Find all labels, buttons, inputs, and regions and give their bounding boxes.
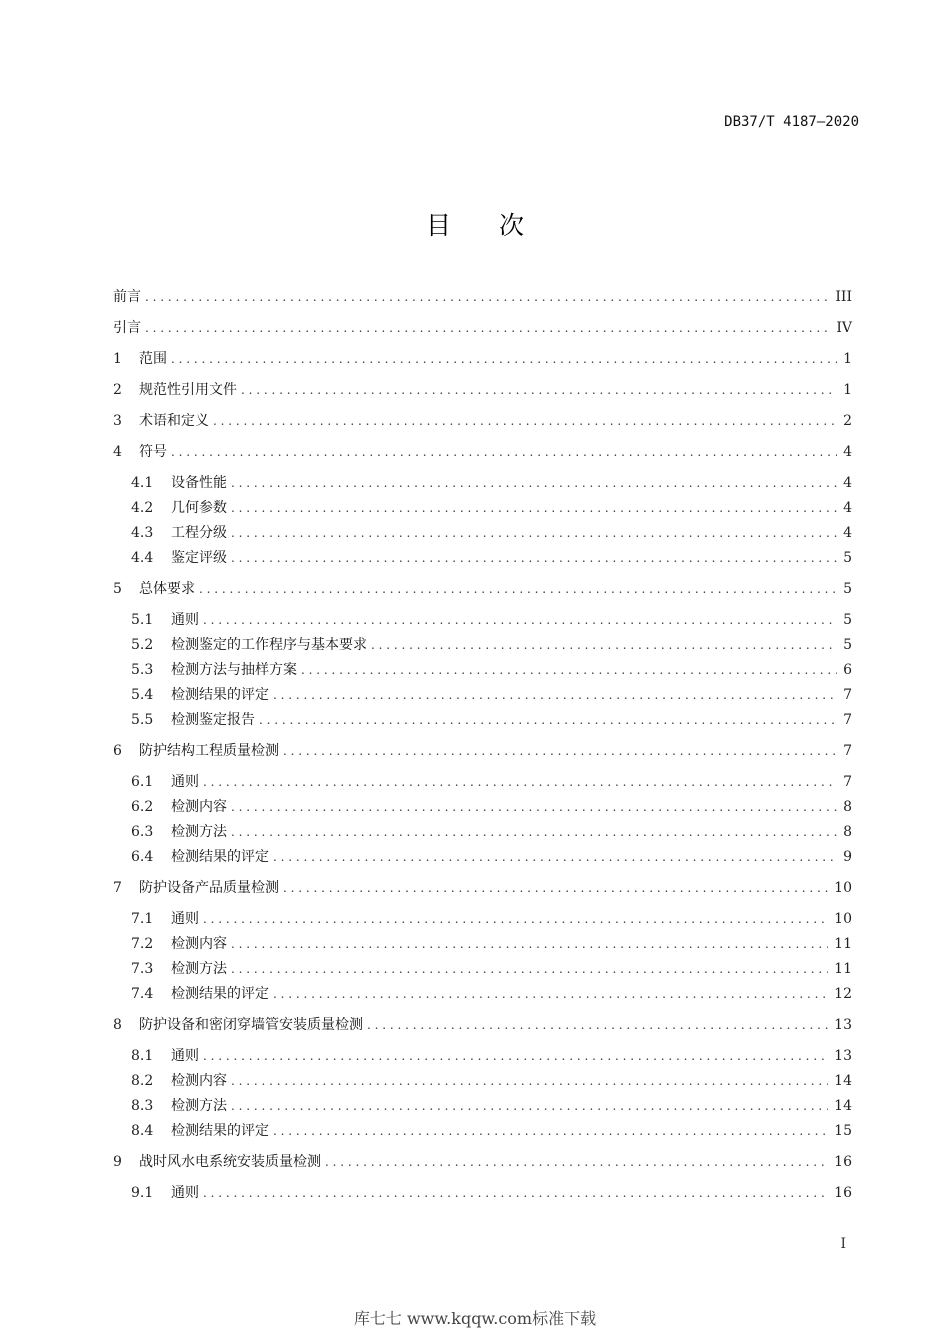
toc-section-number: 7.3: [131, 961, 154, 977]
toc-page-number: IV: [836, 320, 852, 336]
toc-leader-dots: [273, 846, 837, 868]
toc-entry-title: 通则: [171, 612, 199, 628]
toc-page-number: 1: [843, 351, 852, 367]
toc-entry[interactable]: [113, 379, 852, 401]
toc-entry[interactable]: [113, 578, 852, 600]
toc-entry[interactable]: [113, 441, 852, 463]
toc-entry[interactable]: [113, 1014, 852, 1036]
toc-subentry[interactable]: [131, 1182, 852, 1204]
toc-entry-title: 检测结果的评定: [171, 986, 269, 1002]
toc-entry-title: 检测方法: [171, 824, 227, 840]
toc-section-number: 4: [113, 444, 122, 460]
toc-page-number: 7: [843, 743, 852, 759]
document-code: DB37/T 4187—2020: [724, 114, 859, 130]
toc-section-number: 5.2: [131, 637, 154, 653]
footer-watermark: 库七七 www.kqqw.com标准下载: [353, 1309, 597, 1328]
toc-entry-title: 检测方法与抽样方案: [171, 662, 297, 678]
toc-subentry[interactable]: [131, 1095, 852, 1117]
toc-subentry[interactable]: [131, 684, 852, 706]
toc-entry[interactable]: [113, 740, 852, 762]
toc-entry-title: 鉴定评级: [171, 550, 227, 566]
title-char-2: 次: [499, 211, 525, 240]
toc-page-number: 4: [843, 525, 852, 541]
toc-entry-title: 检测方法: [171, 961, 227, 977]
toc-leader-dots: [231, 933, 828, 955]
toc-leader-dots: [145, 317, 830, 339]
toc-entry-title: 检测方法: [171, 1098, 227, 1114]
toc-entry-title: 引言: [113, 320, 141, 336]
page-title: [0, 206, 950, 242]
toc-page-number: 9: [843, 849, 852, 865]
toc-leader-dots: [273, 983, 828, 1005]
toc-entry[interactable]: [113, 286, 852, 308]
toc-entry[interactable]: [113, 317, 852, 339]
toc-entry[interactable]: [113, 1151, 852, 1173]
toc-section-number: 5.3: [131, 662, 154, 678]
toc-subentry[interactable]: [131, 771, 852, 793]
toc-page-number: 4: [843, 475, 852, 491]
toc-page-number: 7: [843, 712, 852, 728]
toc-entry-title: 设备性能: [171, 475, 227, 491]
toc-leader-dots: [199, 578, 837, 600]
toc-entry-title: 通则: [171, 1185, 199, 1201]
toc-entry[interactable]: [113, 348, 852, 370]
toc-entry-title: 前言: [113, 289, 141, 305]
toc-leader-dots: [213, 410, 837, 432]
toc-leader-dots: [203, 771, 837, 793]
toc-entry-title: 检测结果的评定: [171, 687, 269, 703]
toc-section-number: 5.1: [131, 612, 154, 628]
toc-page-number: 14: [834, 1098, 852, 1114]
toc-page-number: 10: [834, 911, 852, 927]
toc-leader-dots: [231, 1070, 828, 1092]
toc-entry-title: 符号: [139, 444, 167, 460]
toc-leader-dots: [241, 379, 837, 401]
toc-subentry[interactable]: [131, 1120, 852, 1142]
toc-section-number: 9.1: [131, 1185, 154, 1201]
toc-section-number: 4.3: [131, 525, 154, 541]
toc-entry-title: 检测结果的评定: [171, 1123, 269, 1139]
toc-entry-title: 检测结果的评定: [171, 849, 269, 865]
toc-entry-title: 术语和定义: [139, 413, 209, 429]
toc-section-number: 9: [113, 1154, 122, 1170]
toc-entry-title: 规范性引用文件: [139, 382, 237, 398]
toc-section-number: 3: [113, 413, 122, 429]
toc-section-number: 4.4: [131, 550, 154, 566]
toc-page-number: 10: [834, 880, 852, 896]
toc-leader-dots: [283, 740, 837, 762]
toc-section-number: 6.1: [131, 774, 154, 790]
toc-leader-dots: [325, 1151, 828, 1173]
toc-section-number: 4.1: [131, 475, 154, 491]
toc-page-number: 7: [843, 774, 852, 790]
toc-page-number: 8: [843, 824, 852, 840]
toc-page-number: 11: [834, 961, 852, 977]
toc-subentry[interactable]: [131, 846, 852, 868]
toc-entry-title: 防护设备和密闭穿墙管安装质量检测: [139, 1017, 363, 1033]
toc-leader-dots: [231, 821, 837, 843]
toc-subentry[interactable]: [131, 933, 852, 955]
toc-leader-dots: [145, 286, 829, 308]
toc-leader-dots: [231, 497, 837, 519]
toc-section-number: 5.5: [131, 712, 154, 728]
toc-page-number: 16: [834, 1185, 852, 1201]
toc-leader-dots: [231, 1095, 828, 1117]
toc-entry-title: 防护结构工程质量检测: [139, 743, 279, 759]
toc-section-number: 6.3: [131, 824, 154, 840]
toc-entry-title: 几何参数: [171, 500, 227, 516]
toc-leader-dots: [231, 522, 837, 544]
toc-page-number: 12: [834, 986, 852, 1002]
toc-section-number: 8.3: [131, 1098, 154, 1114]
toc-subentry[interactable]: [131, 908, 852, 930]
toc-subentry[interactable]: [131, 796, 852, 818]
toc-page-number: 8: [843, 799, 852, 815]
toc-subentry[interactable]: [131, 497, 852, 519]
toc-section-number: 5: [113, 581, 122, 597]
toc-section-number: 2: [113, 382, 122, 398]
toc-section-number: 6: [113, 743, 122, 759]
toc-page-number: III: [835, 289, 852, 305]
toc-page-number: 11: [834, 936, 852, 952]
toc-section-number: 8: [113, 1017, 122, 1033]
toc-subentry[interactable]: [131, 547, 852, 569]
toc-page-number: 5: [843, 581, 852, 597]
toc-leader-dots: [367, 1014, 828, 1036]
toc-leader-dots: [259, 709, 837, 731]
toc-leader-dots: [273, 684, 837, 706]
toc-leader-dots: [203, 908, 828, 930]
toc-section-number: 7: [113, 880, 122, 896]
toc-entry[interactable]: [113, 410, 852, 432]
toc-entry[interactable]: [113, 877, 852, 899]
toc-page-number: 13: [834, 1048, 852, 1064]
toc-entry-title: 工程分级: [171, 525, 227, 541]
toc-section-number: 7.2: [131, 936, 154, 952]
toc-section-number: 8.2: [131, 1073, 154, 1089]
toc-section-number: 6.2: [131, 799, 154, 815]
toc-entry-title: 检测内容: [171, 936, 227, 952]
toc-leader-dots: [283, 877, 828, 899]
toc-subentry[interactable]: [131, 983, 852, 1005]
toc-section-number: 4.2: [131, 500, 154, 516]
toc-section-number: 6.4: [131, 849, 154, 865]
toc-section-number: 8.4: [131, 1123, 154, 1139]
toc-subentry[interactable]: [131, 1045, 852, 1067]
toc-page-number: 14: [834, 1073, 852, 1089]
toc-leader-dots: [273, 1120, 828, 1142]
toc-subentry[interactable]: [131, 609, 852, 631]
toc-page-number: 5: [843, 637, 852, 653]
toc-page-number: 1: [843, 382, 852, 398]
toc-page-number: 2: [843, 413, 852, 429]
toc-entry-title: 检测内容: [171, 1073, 227, 1089]
toc-leader-dots: [231, 796, 837, 818]
page-number: I: [840, 1236, 846, 1252]
toc-entry-title: 检测内容: [171, 799, 227, 815]
toc-leader-dots: [301, 659, 837, 681]
toc-entry-title: 范围: [139, 351, 167, 367]
toc-leader-dots: [231, 547, 837, 569]
toc-leader-dots: [203, 1045, 828, 1067]
toc-subentry[interactable]: [131, 472, 852, 494]
toc-subentry[interactable]: [131, 821, 852, 843]
toc-page-number: 6: [843, 662, 852, 678]
toc-entry-title: 通则: [171, 1048, 199, 1064]
toc-subentry[interactable]: [131, 522, 852, 544]
toc-entry-title: 战时风水电系统安装质量检测: [139, 1154, 321, 1170]
toc-leader-dots: [171, 348, 837, 370]
toc-leader-dots: [203, 609, 837, 631]
toc-section-number: 8.1: [131, 1048, 154, 1064]
toc-page-number: 16: [834, 1154, 852, 1170]
toc-entry-title: 检测鉴定报告: [171, 712, 255, 728]
toc-page-number: 15: [834, 1123, 852, 1139]
toc-section-number: 7.4: [131, 986, 154, 1002]
toc-leader-dots: [203, 1182, 828, 1204]
toc-section-number: 5.4: [131, 687, 154, 703]
toc-page-number: 5: [843, 550, 852, 566]
toc-entry-title: 总体要求: [139, 581, 195, 597]
toc-page-number: 4: [843, 500, 852, 516]
toc-entry-title: 防护设备产品质量检测: [139, 880, 279, 896]
toc-page-number: 7: [843, 687, 852, 703]
toc-subentry[interactable]: [131, 1070, 852, 1092]
toc-subentry[interactable]: [131, 634, 852, 656]
toc-entry-title: 通则: [171, 911, 199, 927]
toc-subentry[interactable]: [131, 659, 852, 681]
toc-section-number: 1: [113, 351, 122, 367]
toc-page-number: 4: [843, 444, 852, 460]
toc-section-number: 7.1: [131, 911, 154, 927]
toc-subentry[interactable]: [131, 958, 852, 980]
toc-subentry[interactable]: [131, 709, 852, 731]
toc-entry-title: 通则: [171, 774, 199, 790]
toc-page-number: 13: [834, 1017, 852, 1033]
toc-leader-dots: [171, 441, 837, 463]
toc-leader-dots: [231, 472, 837, 494]
toc-entry-title: 检测鉴定的工作程序与基本要求: [171, 637, 367, 653]
toc-page-number: 5: [843, 612, 852, 628]
toc-leader-dots: [231, 958, 828, 980]
title-char-1: 目: [425, 211, 451, 240]
toc-leader-dots: [371, 634, 837, 656]
